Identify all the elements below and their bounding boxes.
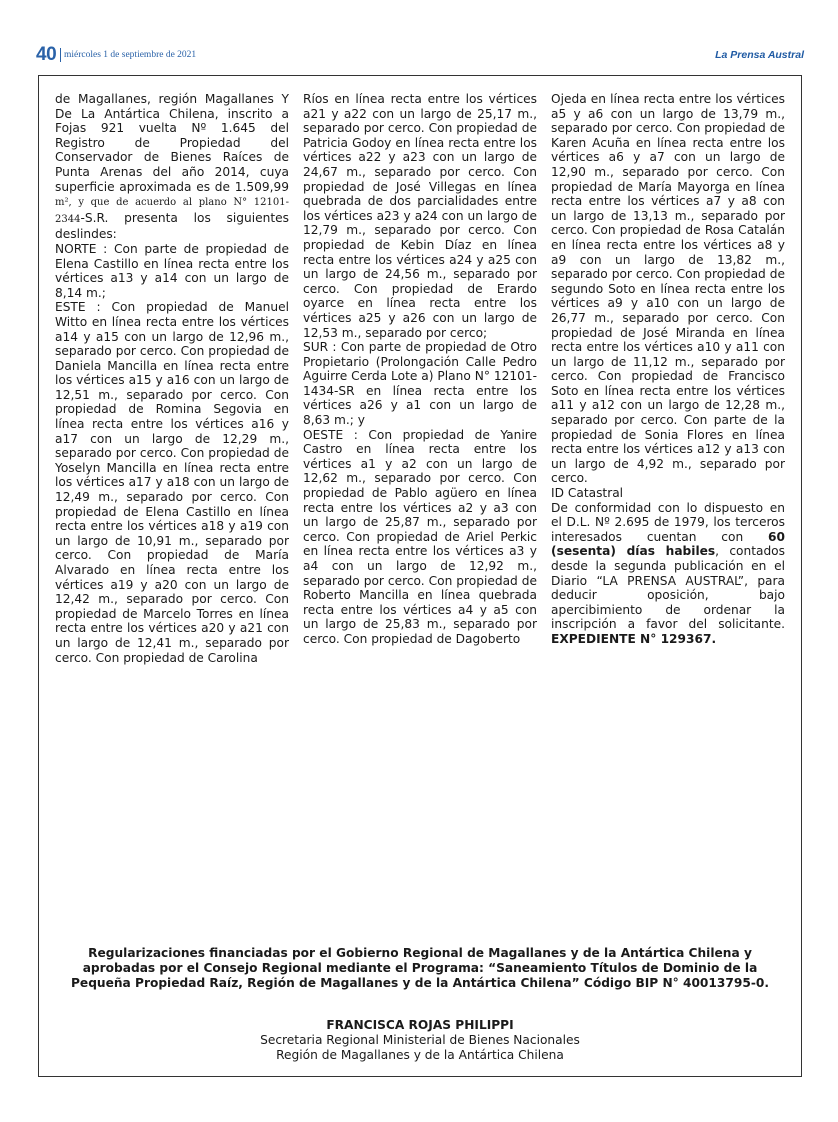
deadline-text: 60 (sesenta) días habiles xyxy=(551,529,785,559)
newspaper-name: La Prensa Austral xyxy=(715,49,804,61)
paragraph-id-catastral: ID Catastral xyxy=(551,486,624,501)
text-fragment-serif: m², y que de acuerdo al plano N° 12101-2344 xyxy=(55,197,289,225)
text-fragment: De conformidad con lo dispuesto en el D.L. Nº 2.695 de 1979, los terceros interesados cuentan con xyxy=(551,500,785,544)
signer-name: FRANCISCA ROJAS PHILIPPI xyxy=(326,1018,514,1032)
paragraph-este-continued: Ríos en línea recta entre los vértices a21 y a22 con un largo de 25,17 m., separado por cerco. Con propiedad de Patricia Godoy en línea recta entre los vértices a22 y a23 con un largo de 24,67 m., separado por cerco. Con propiedad de José Villegas en línea quebrada de dos parcialidades entre los vértices a23 y a24 con un largo de 12,79 m., separado por cerco. Con propiedad de Kebin Díaz en línea recta entre los vértices a24 y a25 con un largo de 24,56 m., separado por cerco. Con propiedad de Erardo oyarce en línea recta entre los vértices a25 y a26 con un largo de 12,53 m., separado por cerco; xyxy=(303,92,537,340)
signer-region: Región de Magallanes y de la Antártica Chilena xyxy=(276,1048,564,1062)
paragraph-legal-notice xyxy=(551,501,785,647)
paragraph-norte: NORTE : Con parte de propiedad de Elena Castillo en línea recta entre los vértices a13 y a14 con un largo de 8,14 m.; xyxy=(55,241,289,300)
expediente-number: EXPEDIENTE N° 129367. xyxy=(551,631,717,646)
paragraph-property-description xyxy=(55,92,289,242)
text-column-2 xyxy=(303,92,537,647)
page-header xyxy=(36,44,804,68)
text-fragment: , contados desde la segunda publicación en el Diario “LA PRENSA AUSTRAL”, para deducir oposición, bajo apercibimiento de ordenar la inscripción a favor del solicitante. xyxy=(551,544,785,632)
paragraph-oeste: OESTE : Con propiedad de Yanire Castro en línea recta entre los vértices a1 y a2 con un largo de 12,62 m., separado por cerco. Con propiedad de Pablo agüero en línea recta entre los vértices a2 y a3 con un largo de 25,87 m., separado por cerco. Con propiedad de Ariel Perkic en línea recta entre los vértices a3 y a4 con un largo de 12,92 m., separado por cerco. Con propiedad de Roberto Mancilla en línea quebrada recta entre los vértices a4 y a5 con un largo de 25,83 m., separado por cerco. Con propiedad de Dagoberto xyxy=(303,427,537,646)
page-number: 40 xyxy=(36,44,57,65)
header-divider xyxy=(60,48,61,62)
text-column-1 xyxy=(55,92,289,665)
funding-note: Regularizaciones financiadas por el Gobierno Regional de Magallanes y de la Antártica Chilena y aprobadas por el Consejo Regional mediante el Programa: “Saneamiento Títulos de Dominio de la Pequeña Propiedad Raíz, Región de Magallanes y de la Antártica Chilena” Código BIP N° 40013795-0. xyxy=(71,946,769,990)
publication-date: miércoles 1 de septiembre de 2021 xyxy=(64,50,197,60)
text-column-3 xyxy=(551,92,785,647)
signature-block xyxy=(60,1018,780,1063)
paragraph-sur: SUR : Con parte de propiedad de Otro Propietario (Prolongación Calle Pedro Aguirre Cerda Lote a) Plano N° 12101-1434-SR en línea recta entre los vértices a26 y a1 con un largo de 8,63 m.; y xyxy=(303,340,537,428)
paragraph-oeste-continued: Ojeda en línea recta entre los vértices a5 y a6 con un largo de 13,79 m., separado por cerco. Con propiedad de Karen Acuña en línea recta entre los vértices a6 y a7 con un largo de 12,90 m., separado por cerco. Con propiedad de María Mayorga en línea recta entre los vértices a7 y a8 con un largo de 13,13 m., separado por cerco. Con propiedad de Rosa Catalán en línea recta entre los vértices a8 y a9 con un largo de 13,82 m., separado por cerco. Con propiedad de segundo Soto en línea recta entre los vértices a9 y a10 con un largo de 26,77 m., separado por cerco. Con propiedad de José Miranda en línea recta entre los vértices a10 y a11 con un largo de 11,12 m., separado por cerco. Con propiedad de Francisco Soto en línea recta entre los vértices a11 y a12 con un largo de 12,28 m., separado por cerco. Con parte de la propiedad de Sonia Flores en línea recta entre los vértices a12 y a13 con un largo de 4,92 m., separado por cerco. xyxy=(551,92,785,486)
signer-title: Secretaria Regional Ministerial de Bienes Nacionales xyxy=(260,1033,580,1047)
paragraph-este: ESTE : Con propiedad de Manuel Witto en línea recta entre los vértices a14 y a15 con un largo de 12,96 m., separado por cerco. Con propiedad de Daniela Mancilla en línea recta entre los vértices a15 y a16 con un largo de 12,51 m., separado por cerco. Con propiedad de Romina Segovia en línea recta entre los vértices a16 y a17 con un largo de 12,29 m., separado por cerco. Con propiedad de Yoselyn Mancilla en línea recta entre los vértices a17 y a18 con un largo de 12,49 m., separado por cerco. Con propiedad de Elena Castillo en línea recta entre los vértices a18 y a19 con un largo de 10,91 m., separado por cerco. Con propiedad de María Alvarado en línea recta entre los vértices a19 y a20 con un largo de 12,42 m., separado por cerco. Con propiedad de Marcelo Torres en línea recta entre los vértices a20 y a21 con un largo de 12,41 m., separado por cerco. Con propiedad de Carolina xyxy=(55,300,289,665)
text-fragment: -S.R. presenta los siguientes deslindes: xyxy=(55,210,289,242)
text-fragment: de Magallanes, región Magallanes Y De La Antártica Chilena, inscrito a Fojas 921 vuelta Nº 1.645 del Registro de Propiedad del Conservador de Bienes Raíces de Punta Arenas del año 2014, cuya superficie aproximada es de 1.509,99 xyxy=(55,92,289,194)
